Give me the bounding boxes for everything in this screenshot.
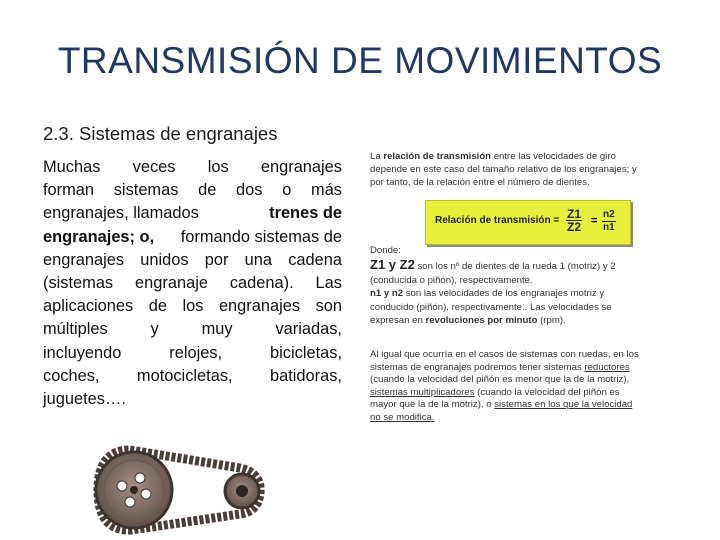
gear-chain-image xyxy=(90,438,270,538)
para-underlined: reductores xyxy=(584,361,630,373)
para-line xyxy=(370,362,662,375)
body-line: forman sistemas de dos o más xyxy=(43,181,342,200)
para-line: Al igual que ocurría en el casos de sistemas con ruedas, en los xyxy=(370,349,639,360)
para-line xyxy=(370,387,662,400)
body-line: coches, motocicletas, batidoras, xyxy=(43,366,342,385)
system-types-paragraph xyxy=(370,349,662,425)
body-paragraph xyxy=(43,156,342,411)
body-line-part: formando sistemas de xyxy=(180,227,342,246)
gear-ratio-intro xyxy=(370,150,660,189)
definition-text: son las velocidades de los engranajes motriz y xyxy=(405,288,605,300)
fraction-n xyxy=(602,209,616,234)
fraction-denominator: n1 xyxy=(603,222,615,233)
body-line xyxy=(43,226,342,249)
para-line xyxy=(370,412,662,425)
intro-line: depende en este caso del tamaño relativo de los engranajes; y xyxy=(370,164,637,175)
fraction-numerator: Z1 xyxy=(567,207,582,221)
intro-term: relación de transmisión xyxy=(383,151,492,162)
definition-row xyxy=(370,314,662,328)
body-line: juguetes…. xyxy=(43,389,126,408)
symbol-n: n1 y n2 xyxy=(370,288,404,300)
fraction-z xyxy=(566,208,582,233)
body-line-term: trenes de xyxy=(269,204,342,223)
body-line-part: engranajes, llamados xyxy=(43,204,199,223)
para-line xyxy=(370,399,662,412)
definitions xyxy=(370,258,662,328)
para-text: mayor que la de la motriz), o xyxy=(370,399,492,411)
para-underlined: sistemas en los que la velocidad xyxy=(494,399,633,411)
fraction-numerator: n2 xyxy=(603,209,615,220)
para-underlined: no se modifica. xyxy=(370,411,435,423)
symbol-z: Z1 y Z2 xyxy=(370,257,415,272)
equals-sign: = xyxy=(591,215,598,227)
body-line xyxy=(43,202,342,225)
body-line-term: engranajes; o, xyxy=(43,227,155,246)
definition-row: (conducida o piñón), respectivamente. xyxy=(370,274,533,286)
fraction-denominator: Z2 xyxy=(567,220,582,234)
intro-line xyxy=(370,150,660,163)
para-line: (cuando la velocidad del piñón es menor que la de la motriz), xyxy=(370,374,630,386)
body-line: (sistemas engranaje cadena). Las xyxy=(43,273,342,292)
para-text: (cuando la velocidad del piñón es xyxy=(477,386,620,398)
body-line: múltiples y muy variadas, xyxy=(43,320,342,339)
para-underlined: sistemas multiplicadores xyxy=(370,386,475,398)
section-subtitle: 2.3. Sistemas de engranajes xyxy=(43,123,278,144)
body-line: aplicaciones de los engranajes son xyxy=(43,297,342,316)
definition-text: expresan en xyxy=(370,315,423,327)
intro-text: entre las velocidades de giro xyxy=(493,151,616,162)
definition-term: revoluciones por minuto xyxy=(425,315,538,327)
definition-text: (rpm). xyxy=(540,315,566,327)
donde-label: Donde: xyxy=(370,245,401,256)
formula-box xyxy=(425,200,631,245)
definition-text: son los nº de dientes de la rueda 1 (motriz) y 2 xyxy=(417,261,616,272)
definition-row xyxy=(370,258,662,274)
formula-label: Relación de transmisión = xyxy=(435,215,560,226)
para-text: sistemas de engranajes podremos tener sistemas xyxy=(370,361,582,373)
intro-text: La xyxy=(370,151,381,162)
definition-row: conducido (piñón), respectivamente.. Las velocidades se xyxy=(370,301,612,313)
intro-line: por tanto, de la relación entre el número de dientes. xyxy=(370,177,590,188)
body-line: Muchas veces los engranajes xyxy=(43,158,342,176)
page-title: TRANSMISIÓN DE MOVIMIENTOS xyxy=(57,40,663,81)
body-line: incluyendo relojes, bicicletas, xyxy=(43,343,342,362)
definition-row xyxy=(370,287,662,301)
body-line: engranajes unidos por una cadena xyxy=(43,250,342,269)
